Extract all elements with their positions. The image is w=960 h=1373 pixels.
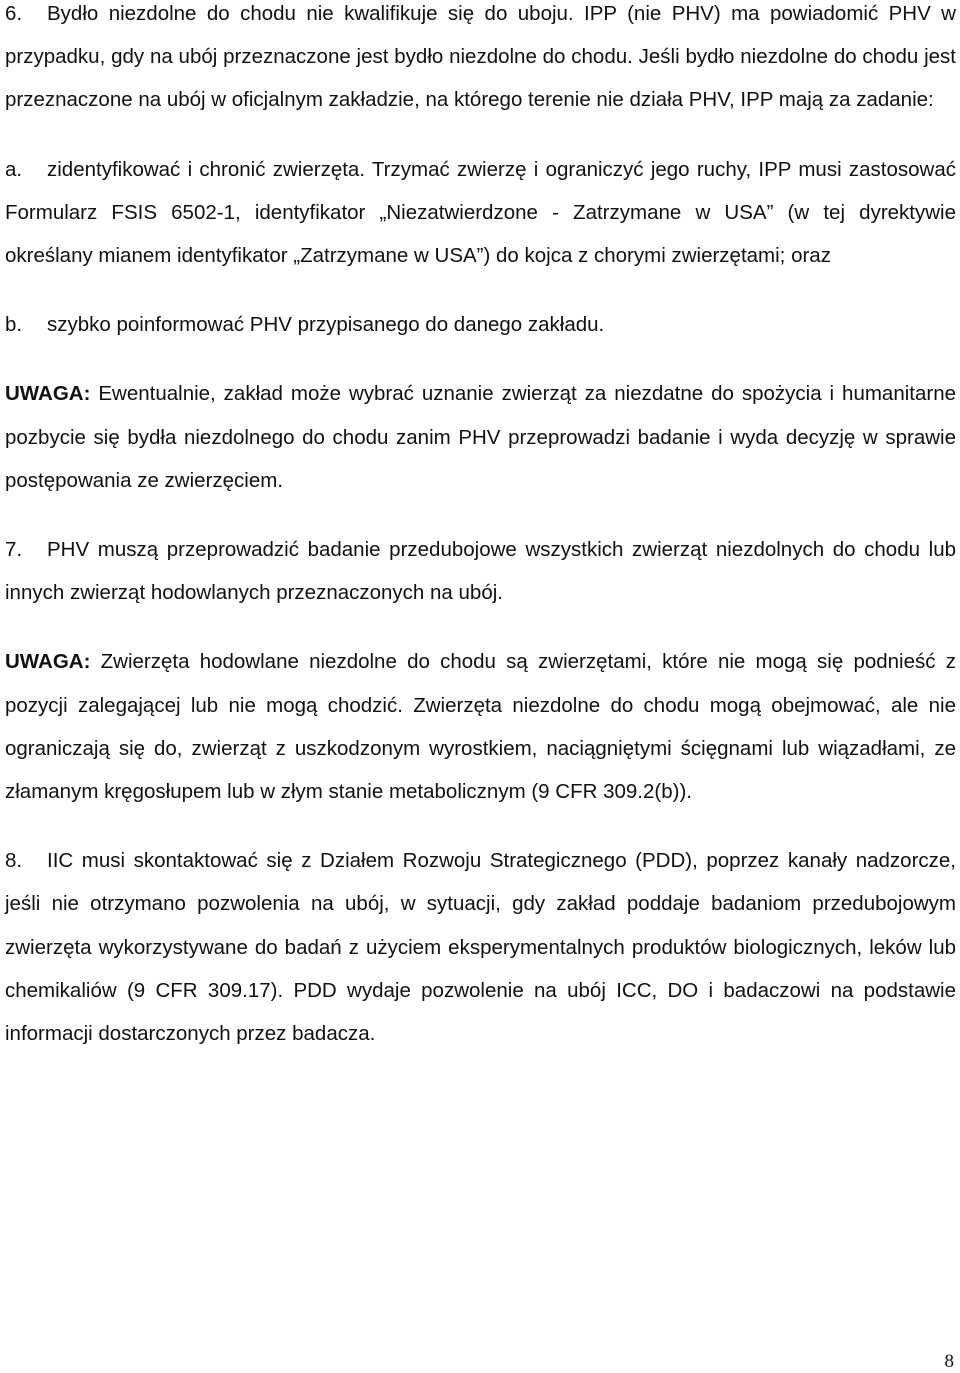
paragraph-8 (5, 839, 956, 1055)
paragraph-7-marker: 7. (5, 538, 23, 562)
page-number: 8 (944, 1351, 954, 1372)
note-1-text: Ewentualnie, zakład może wybrać uznanie zwierząt za niezdatne do spożycia i humanitarne pozbycie się bydła niezdolnego do chodu zanim PHV przeprowadzi badanie i wyda decyzję w sprawie postępowania ze zwierzęciem. (5, 382, 957, 492)
list-item-a-marker: a. (5, 157, 23, 181)
note-1-label: UWAGA: (5, 382, 91, 406)
note-2 (5, 640, 956, 813)
list-item-a (5, 148, 956, 278)
list-item-b-text: szybko poinformować PHV przypisanego do danego zakładu. (47, 313, 605, 337)
paragraph-7 (5, 528, 956, 614)
paragraph-8-marker: 8. (5, 849, 23, 873)
note-1 (5, 372, 956, 502)
list-item-b (5, 303, 956, 346)
paragraph-6 (5, 0, 956, 122)
paragraph-6-text: Bydło niezdolne do chodu nie kwalifikuje się do uboju. IPP (nie PHV) ma powiadomić PHV w przypadku, gdy na ubój przeznaczone jest bydło niezdolne do chodu. Jeśli bydło niezdolne do chodu jest przeznaczone na ubój w oficjalnym zakładzie, na którego terenie nie działa PHV, IPP mają za zadanie: (5, 2, 956, 112)
paragraph-8-text: IIC musi skontaktować się z Działem Rozwoju Strategicznego (PDD), poprzez kanały nadzorcze, jeśli nie otrzymano pozwolenia na ubój, w sytuacji, gdy zakład poddaje badaniom przedubojowym zwierzęta wykorzystywane do badań z użyciem eksperymentalnych produktów biologicznych, leków lub chemikaliów (9 CFR 309.17). PDD wydaje pozwolenie na ubój ICC, DO i badaczowi na podstawie informacji dostarczonych przez badacza. (5, 849, 956, 1046)
paragraph-7-text: PHV muszą przeprowadzić badanie przedubojowe wszystkich zwierząt niezdolnych do chodu lub innych zwierząt hodowlanych przeznaczonych na ubój. (5, 538, 956, 605)
paragraph-6-marker: 6. (5, 2, 23, 25)
note-2-label: UWAGA: (5, 650, 91, 674)
list-item-b-marker: b. (5, 313, 23, 337)
document-body (5, 0, 956, 1055)
note-2-text: Zwierzęta hodowlane niezdolne do chodu są zwierzętami, które nie mogą się podnieść z pozycji zalegającej lub nie mogą chodzić. Zwierzęta niezdolne do chodu mogą obejmować, ale nie ograniczają się do, zwierząt z uszkodzonym wyrostkiem, naciągniętymi ścięgnami lub wiązadłami, ze złamanym kręgosłupem lub w złym stanie metabolicznym (9 CFR 309.2(b)). (5, 650, 956, 804)
list-item-a-text: zidentyfikować i chronić zwierzęta. Trzymać zwierzę i ograniczyć jego ruchy, IPP musi zastosować Formularz FSIS 6502-1, identyfikator „Niezatwierdzone - Zatrzymane w USA” (w tej dyrektywie określany mianem identyfikator „Zatrzymane w USA”) do kojca z chorymi zwierzętami; oraz (5, 157, 956, 268)
